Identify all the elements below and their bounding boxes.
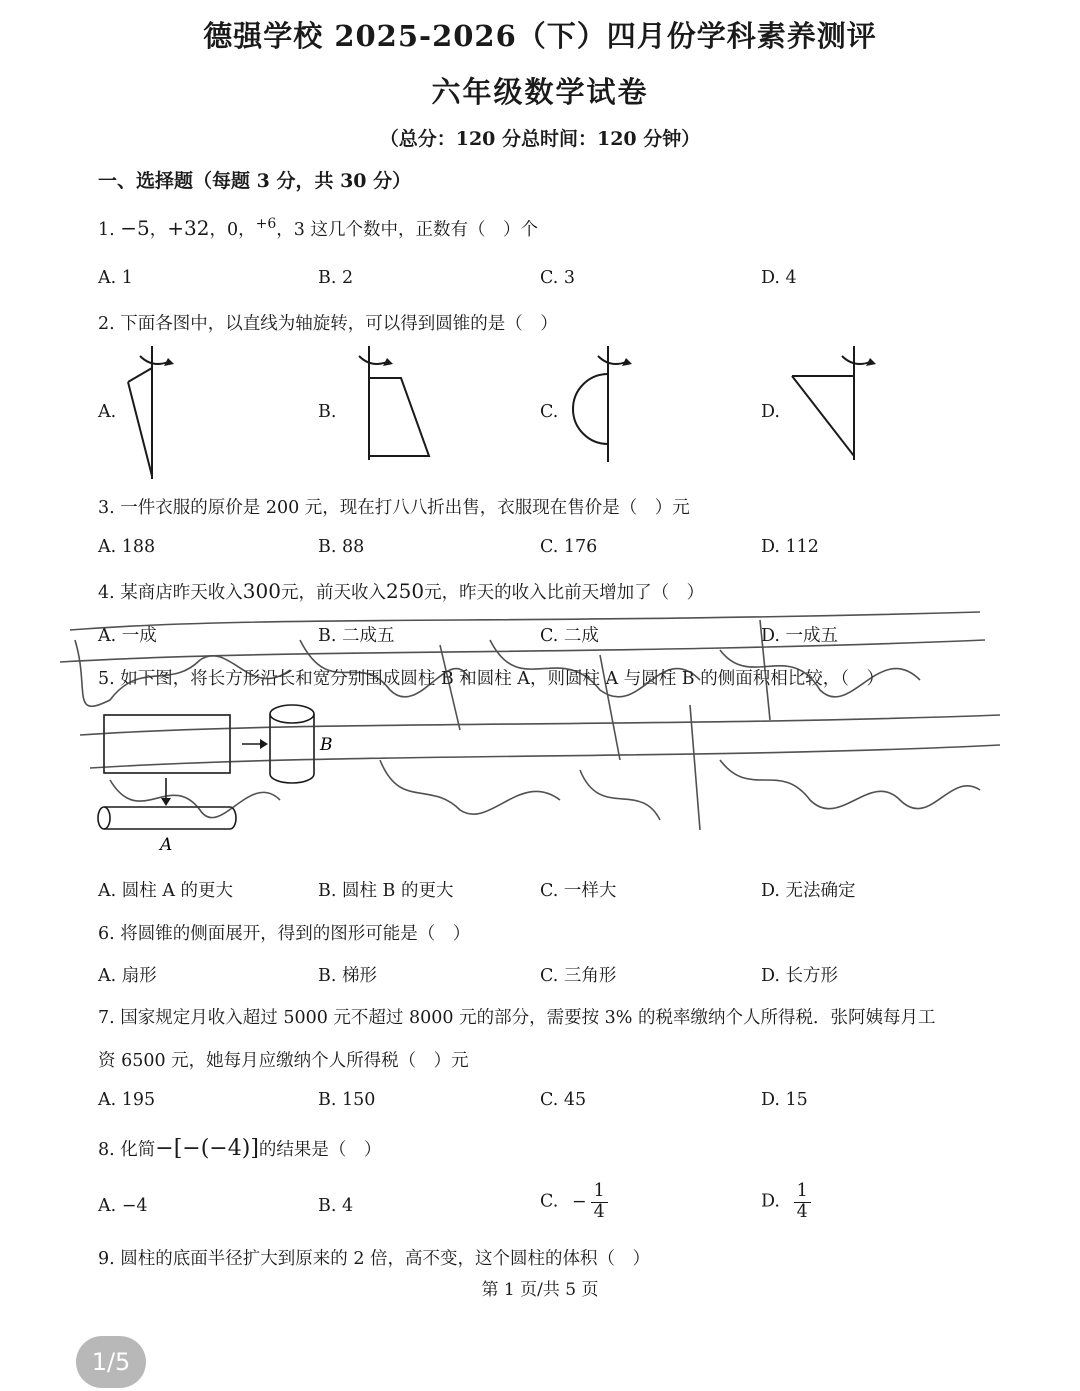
- school-title: 德强学校 2025-2026（下）四月份学科素养测评: [203, 19, 877, 53]
- q4-option-a: A. 一成: [98, 626, 157, 646]
- q5-label-b: B: [320, 735, 333, 755]
- q3-option-b: B. 88: [318, 537, 365, 557]
- q8-option-b: B. 4: [318, 1196, 354, 1216]
- question-4: 4. 某商店昨天收入300元，前天收入250元，昨天的收入比前天增加了（ ）: [98, 579, 705, 603]
- q5-option-c: C. 一样大: [540, 881, 617, 901]
- q8-option-c-fraction: $\frac{1}{4}$: [591, 1182, 608, 1222]
- score-info: （总分：120 分总时间：120 分钟）: [379, 128, 701, 150]
- q4-option-c: C. 二成: [540, 626, 599, 646]
- q2-label-d: D.: [761, 402, 780, 422]
- page-footer: 第 1 页/共 5 页: [481, 1280, 599, 1300]
- q3-option-c: C. 176: [540, 537, 598, 557]
- question-7-line-1: 7. 国家规定月收入超过 5000 元不超过 8000 元的部分，需要按 3% 的税率缴纳个人所得税．张阿姨每月工: [98, 1008, 936, 1028]
- q2-label-c: C.: [540, 402, 559, 422]
- q8-option-d: D. $\frac{1}{4}$: [761, 1182, 811, 1222]
- q2-figure-b: [355, 344, 445, 464]
- q1-option-d: D. 4: [761, 268, 797, 288]
- question-9: 9. 圆柱的底面半径扩大到原来的 2 倍，高不变，这个圆柱的体积（ ）: [98, 1249, 651, 1269]
- q8-option-a: A. −4: [98, 1196, 148, 1216]
- section-heading: 一、选择题（每题 3 分，共 30 分）: [98, 170, 412, 192]
- q6-option-b: B. 梯形: [318, 966, 377, 986]
- q4-value-2: 250: [385, 579, 425, 603]
- question-6: 6. 将圆锥的侧面展开，得到的图形可能是（ ）: [98, 924, 471, 944]
- q1-n2: +32: [167, 216, 210, 240]
- q4-value-1: 300: [242, 579, 281, 603]
- q5-label-a: A: [160, 835, 173, 855]
- q5-figure: [96, 700, 356, 860]
- q7-option-c: C. 45: [540, 1090, 587, 1110]
- q4-option-b: B. 二成五: [318, 626, 395, 646]
- q7-option-b: B. 150: [318, 1090, 376, 1110]
- q2-figure-a: [118, 344, 178, 484]
- q5-option-d: D. 无法确定: [761, 881, 856, 901]
- question-8: 8. 化简−[−(−4)]的结果是（ ）: [98, 1136, 382, 1161]
- q8-expression: −[−(−4)]: [155, 1136, 259, 1161]
- q1-option-c: C. 3: [540, 268, 576, 288]
- q7-option-d: D. 15: [761, 1090, 808, 1110]
- q1-n3: +6: [255, 216, 277, 232]
- q1-number: 1.: [98, 220, 115, 240]
- q7-option-a: A. 195: [98, 1090, 156, 1110]
- q8-option-d-fraction: $\frac{1}{4}$: [794, 1182, 811, 1222]
- q1-option-b: B. 2: [318, 268, 354, 288]
- q1-option-a: A. 1: [98, 268, 133, 288]
- question-7-line-2: 资 6500 元，她每月应缴纳个人所得税（ ）元: [98, 1051, 469, 1071]
- q6-option-d: D. 长方形: [761, 966, 839, 986]
- q6-option-c: C. 三角形: [540, 966, 617, 986]
- question-2: 2. 下面各图中，以直线为轴旋转，可以得到圆锥的是（ ）: [98, 314, 558, 334]
- q2-label-a: A.: [98, 402, 117, 422]
- q4-option-d: D. 一成五: [761, 626, 839, 646]
- q5-option-b: B. 圆柱 B 的更大: [318, 881, 454, 901]
- q2-figure-c: [560, 344, 640, 464]
- q5-option-a: A. 圆柱 A 的更大: [98, 881, 234, 901]
- subject-title: 六年级数学试卷: [431, 75, 649, 109]
- question-5: 5. 如下图，将长方形沿长和宽分别围成圆柱 B 和圆柱 A，则圆柱 A 与圆柱 B 的侧面积相比较，（ ）: [98, 669, 884, 689]
- q1-n1: −5: [120, 216, 150, 240]
- q2-label-b: B.: [318, 402, 337, 422]
- q3-option-a: A. 188: [98, 537, 156, 557]
- q8-option-c: C. − $\frac{1}{4}$: [540, 1182, 608, 1222]
- page-counter-badge[interactable]: 1/5: [76, 1336, 146, 1388]
- question-1: 1. −5，+32，0，$^{+6}$，3 这几个数中，正数有（ ）个: [98, 216, 538, 240]
- q2-figure-d: [784, 344, 884, 464]
- q3-option-d: D. 112: [761, 537, 819, 557]
- question-3: 3. 一件衣服的原价是 200 元，现在打八八折出售，衣服现在售价是（ ）元: [98, 498, 690, 518]
- q6-option-a: A. 扇形: [98, 966, 157, 986]
